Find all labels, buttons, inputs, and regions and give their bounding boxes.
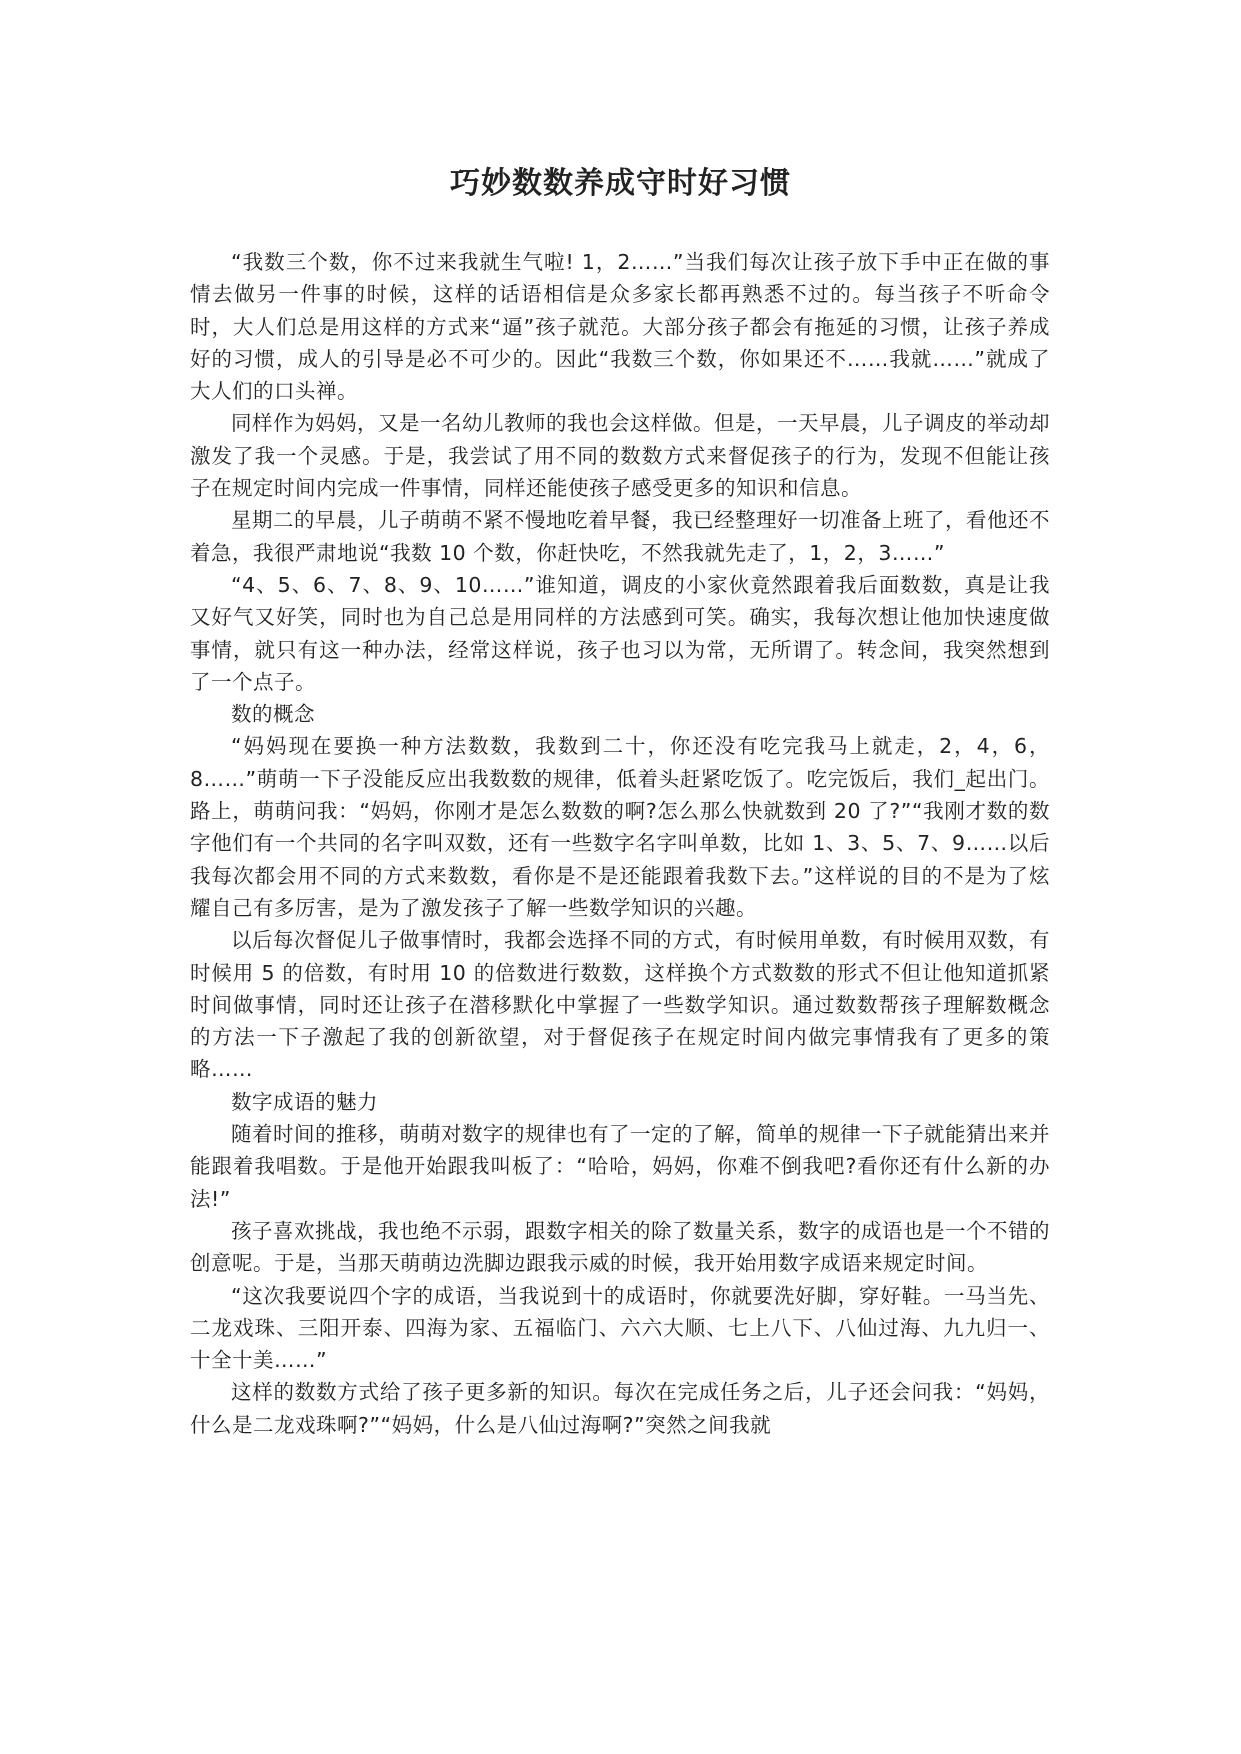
paragraph: “妈妈现在要换一种方法数数，我数到二十，你还没有吃完我马上就走，2，4，6，8……”萌萌一下子没能反应出我数数的规律，低着头赶紧吃饭了。吃完饭后，我们_起出门。路上，萌萌问我：“妈妈，你刚才是怎么数数的啊?怎么那么快就数到 20 了?”“我刚才数的数字他们有一个共同的名字叫双数，还有一些数字名字叫单数，比如 1、3、5、7、9……以后我每次都会用不同的方式来数数，看你是不是还能跟着我数下去。”这样说的目的不是为了炫耀自己有多厉害，是为了激发孩子了解一些数学知识的兴趣。: [190, 734, 1050, 920]
paragraph: 孩子喜欢挑战，我也绝不示弱，跟数字相关的除了数量关系，数字的成语也是一个不错的创意呢。于是，当那天萌萌边洗脚边跟我示威的时候，我开始用数字成语来规定时间。: [190, 1218, 1050, 1276]
paragraph: “这次我要说四个字的成语，当我说到十的成语时，你就要洗好脚，穿好鞋。一马当先、二龙戏珠、三阳开泰、四海为家、五福临门、六六大顺、七上八下、八仙过海、九九归一、十全十美……”: [190, 1283, 1050, 1373]
paragraph: 以后每次督促儿子做事情时，我都会选择不同的方式，有时候用单数，有时候用双数，有时候用 5 的倍数，有时用 10 的倍数进行数数，这样换个方式数数的形式不但让他知道抓紧时间做事情，同时还让孩子在潜移默化中掌握了一些数学知识。通过数数帮孩子理解数概念的方法一下子激起了我的创新欲望，对于督促孩子在规定时间内做完事情我有了更多的策略……: [190, 928, 1050, 1082]
paragraph: 随着时间的推移，萌萌对数字的规律也有了一定的了解，简单的规律一下子就能猜出来并能跟着我唱数。于是他开始跟我叫板了：“哈哈，妈妈，你难不倒我吧?看你还有什么新的办法!”: [190, 1122, 1050, 1211]
section-heading: 数的概念: [231, 702, 315, 727]
paragraph: “我数三个数，你不过来我就生气啦! 1，2……”当我们每次让孩子放下手中正在做的事情去做另一件事的时候，这样的话语相信是众多家长都再熟悉不过的。每当孩子不听命令时，大人们总是用这样的方式来“逼”孩子就范。大部分孩子都会有拖延的习惯，让孩子养成好的习惯，成人的引导是必不可少的。因此“我数三个数，你如果还不……我就……”就成了大人们的口头禅。: [190, 250, 1050, 404]
paragraph: 这样的数数方式给了孩子更多新的知识。每次在完成任务之后，儿子还会问我：“妈妈，什么是二龙戏珠啊?”“妈妈，什么是八仙过海啊?”突然之间我就: [190, 1380, 1050, 1437]
paragraph: “4、5、6、7、8、9、10……”谁知道，调皮的小家伙竟然跟着我后面数数，真是让我又好气又好笑，同时也为自己总是用同样的方法感到可笑。确实，我每次想让他加快速度做事情，就只有这一种办法，经常这样说，孩子也习以为常，无所谓了。转念间，我突然想到了一个点子。: [190, 572, 1050, 694]
paragraph: 星期二的早晨，儿子萌萌不紧不慢地吃着早餐，我已经整理好一切准备上班了，看他还不着急，我很严肃地说“我数 10 个数，你赶快吃，不然我就先走了，1，2，3……”: [190, 508, 1050, 565]
document-body: [190, 246, 1050, 1441]
section-heading: 数字成语的魅力: [231, 1089, 378, 1114]
paragraph: 同样作为妈妈，又是一名幼儿教师的我也会这样做。但是，一天早晨，儿子调皮的举动却激发了我一个灵感。于是，我尝试了用不同的数数方式来督促孩子的行为，发现不但能让孩子在规定时间内完成一件事情，同样还能使孩子感受更多的知识和信息。: [190, 411, 1050, 501]
document-title: 巧妙数数养成守时好习惯: [450, 166, 791, 201]
